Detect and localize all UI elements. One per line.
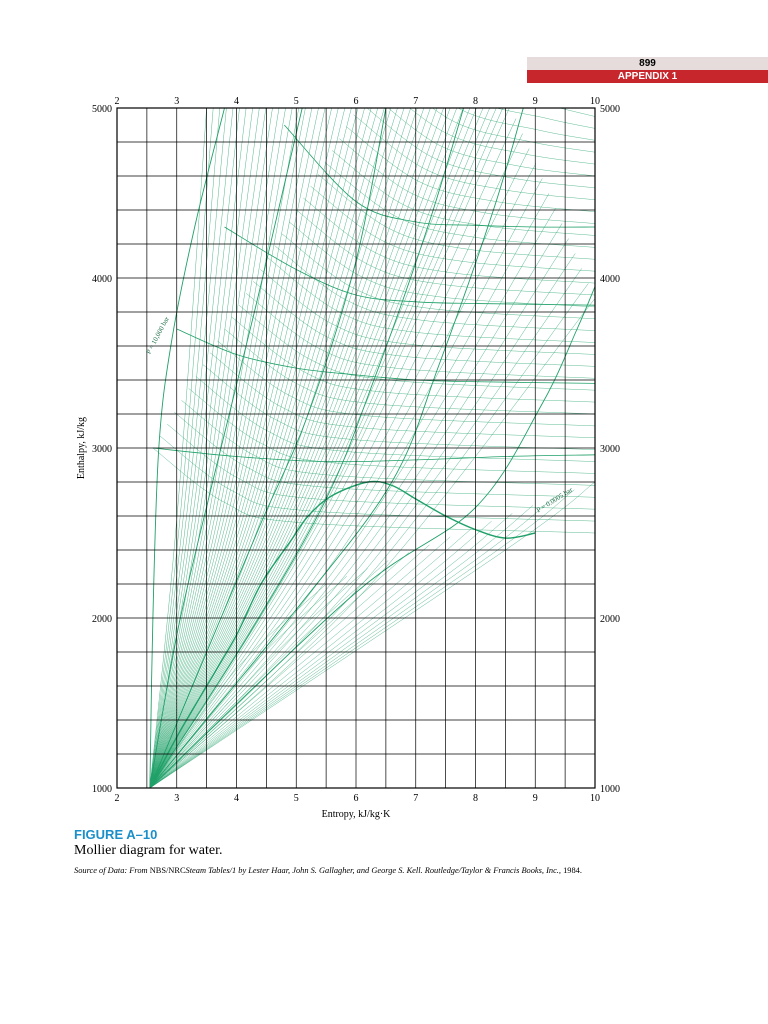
x-tick-label-top: 9 — [532, 96, 538, 107]
x-tick-label-bottom: 6 — [353, 793, 359, 804]
y-tick-label-left: 2000 — [92, 614, 112, 625]
y-tick-label-right: 4000 — [600, 274, 620, 285]
y-tick-label-right: 5000 — [600, 104, 620, 115]
y-tick-label-left: 1000 — [92, 784, 112, 795]
x-tick-label-bottom: 5 — [293, 793, 299, 804]
y-tick-label-right: 3000 — [600, 444, 620, 455]
figure-caption: Mollier diagram for water. — [74, 843, 223, 858]
x-tick-label-top: 6 — [353, 96, 359, 107]
grid-lines — [117, 108, 595, 788]
figure-label: FIGURE A–10 — [74, 827, 158, 842]
x-tick-label-bottom: 4 — [234, 793, 239, 804]
x-tick-label-bottom: 3 — [174, 793, 180, 804]
x-tick-label-bottom: 2 — [114, 793, 120, 804]
y-tick-label-left: 3000 — [92, 444, 112, 455]
source-year: 1984. — [563, 866, 582, 875]
y-tick-label-right: 2000 — [600, 614, 620, 625]
x-tick-label-top: 3 — [174, 96, 180, 107]
source-prefix: Source of Data: — [74, 866, 128, 875]
y-axis-title: Enthalpy, kJ/kg — [76, 416, 87, 480]
y-tick-label-right: 1000 — [600, 784, 620, 795]
x-tick-label-top: 2 — [114, 96, 120, 107]
x-tick-label-top: 10 — [590, 96, 600, 107]
y-tick-label-left: 5000 — [92, 104, 112, 115]
x-tick-label-bottom: 9 — [532, 793, 538, 804]
x-tick-label-top: 8 — [473, 96, 478, 107]
constant-temperature-line — [404, 32, 595, 117]
x-axis-title: Entropy, kJ/kg·K — [321, 809, 391, 820]
source-title-italic: Steam Tables/1 by Lester Haar, John S. Gallagher, and George S. Kell. Routledge/Taylor & Francis Books, Inc., — [185, 866, 561, 875]
source-title-roman: NBS/NRC — [149, 866, 186, 875]
x-tick-label-bottom: 7 — [413, 793, 419, 804]
source-from: From — [129, 866, 148, 875]
x-tick-label-top: 5 — [293, 96, 299, 107]
x-tick-label-top: 4 — [234, 96, 239, 107]
x-tick-label-bottom: 8 — [473, 793, 478, 804]
x-tick-label-bottom: 10 — [590, 793, 600, 804]
page-number: 899 — [527, 57, 768, 70]
curve-label: P = 0.0005 bar — [535, 485, 575, 515]
appendix-label: APPENDIX 1 — [527, 70, 768, 83]
y-tick-label-left: 4000 — [92, 274, 112, 285]
source-line — [74, 866, 582, 875]
x-tick-label-top: 7 — [413, 96, 419, 107]
curve-label: P = 10,000 bar — [144, 315, 171, 356]
